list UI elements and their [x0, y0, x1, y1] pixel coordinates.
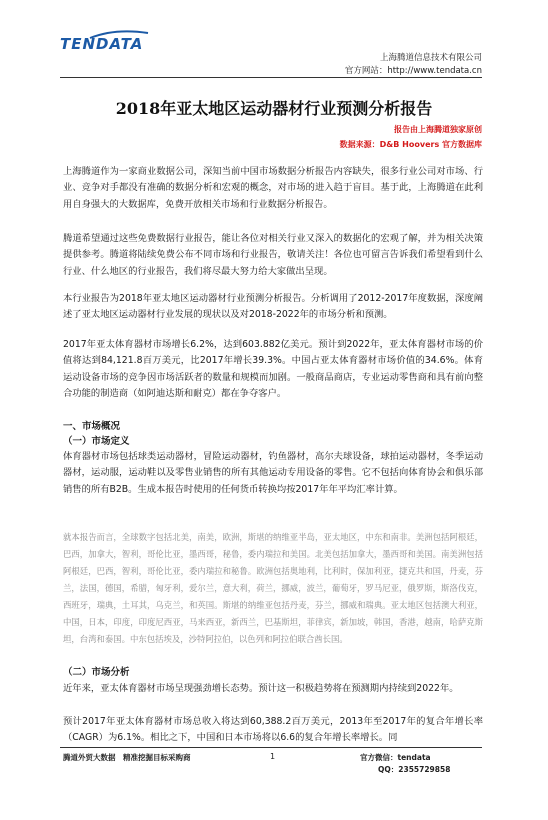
page-number: 1: [270, 752, 276, 761]
market-analysis-paragraph-1: 近年来，亚太体育器材市场呈现强劲增长态势。预计这一积极趋势将在预测期内持续到2022年。: [63, 683, 459, 694]
footer-wechat: 官方微信：tendata: [360, 753, 431, 762]
intro-paragraph-1: 上海腾道作为一家商业数据公司，深知当前中国市场数据分析报告内容缺失，很多行业公司对市场、行业、竞争对手都没有准确的数据分析和宏观的概念，对市场的进入趋于盲目。基于此，上海腾道在此利用自身强大的大数据库，免费开放相关市场和行业数据分析报告。: [63, 166, 483, 210]
footer-divider: [60, 747, 482, 748]
footer-qq: QQ：2355729858: [378, 765, 451, 774]
market-analysis-paragraph-2: 预计2017年亚太体育器材市场总收入将达到60,388.2百万美元，2013年至2017年的复合年增长率（CAGR）为6.1%。相比之下，中国和日本市场将以6.6的复合年增长率增长。同: [63, 716, 483, 744]
subsection-heading-market-definition: （一）市场定义: [63, 436, 130, 447]
market-scope-paragraph: 就本报告而言，全球数字包括北美，南美，欧洲，斯堪的纳维亚半岛，亚太地区，中东和南非。美洲包括阿根廷，巴西，加拿大，智利，哥伦比亚，墨西哥，秘鲁，委内瑞拉和美国。北美包括加拿大，墨西哥和美国。南美洲包括阿根廷，巴西，智利，哥伦比亚，委内瑞拉和秘鲁。欧洲包括奥地利，比利时，保加利亚，捷克共和国，丹麦，芬兰，法国，德国，希腊，匈牙利，爱尔兰，意大利，荷兰，挪威，波兰，葡萄牙，罗马尼亚，俄罗斯，斯洛伐克，西班牙，瑞典，土耳其，乌克兰，和英国。斯堪的纳维亚包括丹麦，芬兰，挪威和瑞典。亚太地区包括澳大利亚，中国，日本，印度，印度尼西亚，马来西亚，新西兰，巴基斯坦，菲律宾，新加坡，韩国，香港，越南，哈萨克斯坦，台湾和泰国。中东包括埃及，沙特阿拉伯，以色列和阿拉伯联合酋长国。: [63, 532, 483, 644]
website-link[interactable]: 官方网站：http://www.tendata.cn: [344, 66, 482, 76]
intro-paragraph-3: 本行业报告为2018年亚太地区运动器材行业预测分析报告。分析调用了2012-2017年度数据，深度阐述了亚太地区运动器材行业发展的现状以及对2018-2022年的市场分析和预测。: [63, 293, 483, 321]
report-title: 2018年亚太地区运动器材行业预测分析报告: [115, 99, 433, 118]
intro-paragraph-2: 腾道希望通过这些免费数据行业报告，能让各位对相关行业又深入的数据化的宏观了解，并为相关决策提供参考。腾道将陆续免费公布不同市场和行业报告，敬请关注！各位也可留言告诉我们希望看到什么行业、什么地区的行业报告，我们将尽最大努力给大家做出呈现。: [63, 233, 483, 277]
footer-slogan: 腾道外贸大数据 精准挖掘目标采购商: [63, 753, 191, 762]
section-heading-market-overview: 一、市场概况: [63, 421, 121, 432]
logo-swoosh-icon: [60, 30, 150, 40]
logo-text: TENDATA: [60, 35, 144, 53]
company-name: 上海腾道信息技术有限公司: [379, 53, 482, 63]
report-origin-note: 报告由上海腾道独家原创: [394, 125, 482, 134]
company-logo: [60, 34, 150, 56]
subsection-heading-market-analysis: （二）市场分析: [63, 667, 130, 678]
header-divider: [60, 77, 482, 78]
data-source-note: 数据来源：D&B Hoovers 官方数据库: [339, 140, 482, 149]
market-summary-paragraph: 2017年亚太体育器材市场增长6.2%，达到603.882亿美元。预计到2022年，亚太体育器材市场的价值将达到84,121.8百万美元，比2017年增长39.3%。中国占亚太体育器材市场价值的34.6%。体育运动设备市场的竞争因市场活跃者的数量和规模而加剧。一般商品商店，专业运动零售商和具有前向整合功能的制造商（如阿迪达斯和耐克）都在争夺客户。: [63, 339, 483, 400]
market-definition-paragraph: 体育器材市场包括球类运动器材，冒险运动器材，钓鱼器材，高尔夫球设备，球拍运动器材，冬季运动器材，运动服，运动鞋以及零售业销售的所有其他运动专用设备的零售。它不包括向体育协会和俱乐部销售的所有B2B。生成本报告时使用的任何货币转换均按2017年年平均汇率计算。: [63, 451, 483, 495]
